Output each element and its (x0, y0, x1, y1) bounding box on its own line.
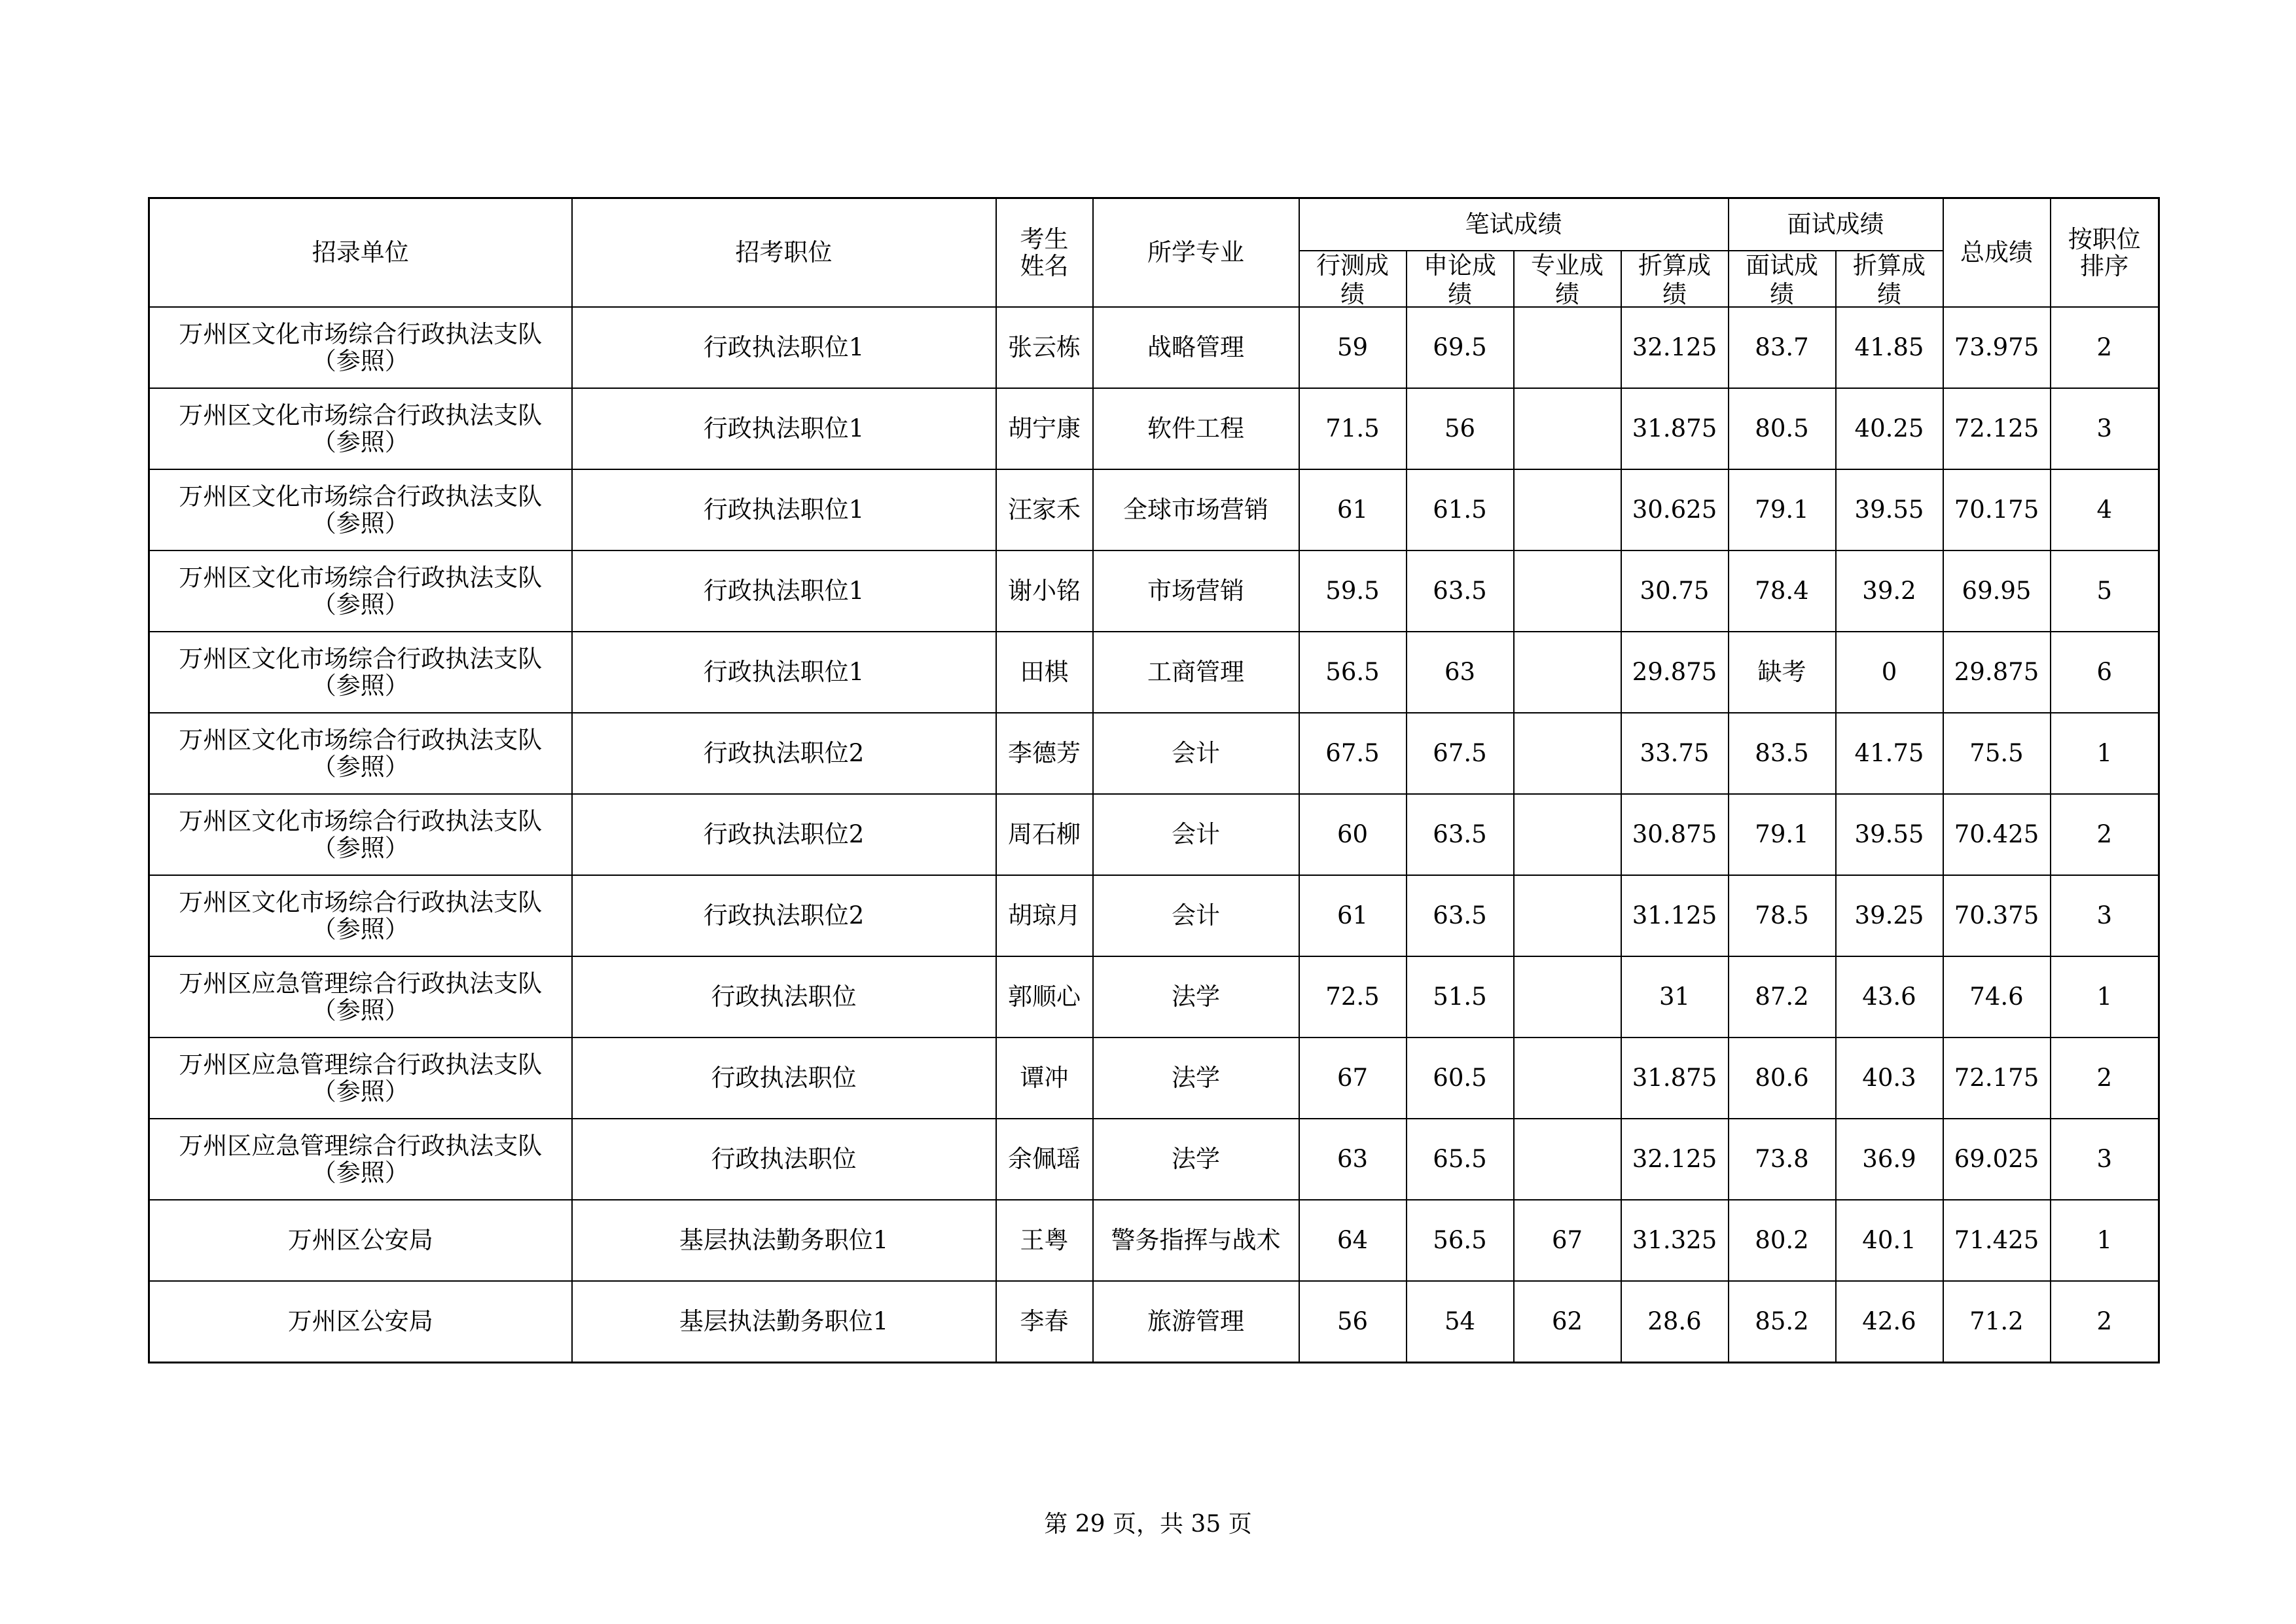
cell-major: 法学 (1093, 1119, 1299, 1200)
header-xingce: 行测成 绩 (1299, 251, 1407, 307)
cell-rank: 3 (2051, 875, 2159, 956)
cell-xingce: 63 (1299, 1119, 1407, 1200)
cell-xingce: 71.5 (1299, 388, 1407, 469)
cell-name: 谢小铭 (996, 550, 1093, 632)
cell-unit: 万州区文化市场综合行政执法支队 （参照） (149, 794, 572, 875)
cell-written-scaled: 30.875 (1621, 794, 1729, 875)
cell-xingce: 61 (1299, 875, 1407, 956)
cell-major: 警务指挥与战术 (1093, 1200, 1299, 1281)
header-shenlun: 申论成 绩 (1407, 251, 1514, 307)
cell-xingce: 59.5 (1299, 550, 1407, 632)
cell-interview-scaled: 39.55 (1836, 469, 1943, 550)
header-zhuanye: 专业成 绩 (1514, 251, 1621, 307)
cell-total: 70.175 (1943, 469, 2051, 550)
cell-shenlun: 56.5 (1407, 1200, 1514, 1281)
cell-zhuanye (1514, 307, 1621, 388)
cell-position: 行政执法职位2 (572, 713, 996, 794)
cell-major: 软件工程 (1093, 388, 1299, 469)
cell-name: 郭顺心 (996, 956, 1093, 1038)
cell-written-scaled: 31.125 (1621, 875, 1729, 956)
header-name: 考生 姓名 (996, 198, 1093, 308)
table-row (149, 713, 2159, 794)
cell-total: 70.425 (1943, 794, 2051, 875)
cell-name: 王粤 (996, 1200, 1093, 1281)
cell-total: 74.6 (1943, 956, 2051, 1038)
cell-xingce: 61 (1299, 469, 1407, 550)
cell-zhuanye (1514, 469, 1621, 550)
cell-interview-scaled: 40.25 (1836, 388, 1943, 469)
cell-shenlun: 67.5 (1407, 713, 1514, 794)
cell-major: 会计 (1093, 875, 1299, 956)
cell-shenlun: 63.5 (1407, 550, 1514, 632)
cell-written-scaled: 31.875 (1621, 388, 1729, 469)
cell-rank: 1 (2051, 713, 2159, 794)
cell-unit: 万州区文化市场综合行政执法支队 （参照） (149, 388, 572, 469)
cell-written-scaled: 29.875 (1621, 632, 1729, 713)
cell-xingce: 72.5 (1299, 956, 1407, 1038)
cell-shenlun: 54 (1407, 1281, 1514, 1362)
cell-unit: 万州区公安局 (149, 1200, 572, 1281)
header-interview-scaled: 折算成 绩 (1836, 251, 1943, 307)
cell-major: 旅游管理 (1093, 1281, 1299, 1362)
cell-major: 战略管理 (1093, 307, 1299, 388)
cell-position: 行政执法职位2 (572, 794, 996, 875)
cell-written-scaled: 31.325 (1621, 1200, 1729, 1281)
cell-major: 市场营销 (1093, 550, 1299, 632)
cell-rank: 4 (2051, 469, 2159, 550)
cell-interview-scaled: 0 (1836, 632, 1943, 713)
cell-major: 全球市场营销 (1093, 469, 1299, 550)
table-row (149, 550, 2159, 632)
cell-zhuanye (1514, 388, 1621, 469)
cell-zhuanye: 62 (1514, 1281, 1621, 1362)
cell-xingce: 64 (1299, 1200, 1407, 1281)
cell-written-scaled: 33.75 (1621, 713, 1729, 794)
cell-name: 谭冲 (996, 1038, 1093, 1119)
cell-position: 行政执法职位1 (572, 469, 996, 550)
header-interview-score: 面试成 绩 (1729, 251, 1836, 307)
cell-major: 法学 (1093, 1038, 1299, 1119)
cell-written-scaled: 31.875 (1621, 1038, 1729, 1119)
cell-interview-score: 83.7 (1729, 307, 1836, 388)
cell-unit: 万州区应急管理综合行政执法支队 （参照） (149, 956, 572, 1038)
cell-interview-score: 73.8 (1729, 1119, 1836, 1200)
cell-unit: 万州区文化市场综合行政执法支队 （参照） (149, 632, 572, 713)
cell-position: 行政执法职位1 (572, 550, 996, 632)
cell-interview-score: 80.5 (1729, 388, 1836, 469)
cell-shenlun: 56 (1407, 388, 1514, 469)
cell-zhuanye: 67 (1514, 1200, 1621, 1281)
cell-total: 71.2 (1943, 1281, 2051, 1362)
cell-shenlun: 51.5 (1407, 956, 1514, 1038)
cell-major: 工商管理 (1093, 632, 1299, 713)
table-row (149, 1119, 2159, 1200)
cell-zhuanye (1514, 1119, 1621, 1200)
cell-name: 胡琼月 (996, 875, 1093, 956)
cell-interview-scaled: 39.25 (1836, 875, 1943, 956)
cell-interview-score: 78.5 (1729, 875, 1836, 956)
cell-xingce: 59 (1299, 307, 1407, 388)
cell-name: 余佩瑶 (996, 1119, 1093, 1200)
header-rank: 按职位 排序 (2051, 198, 2159, 308)
cell-xingce: 67 (1299, 1038, 1407, 1119)
table-row (149, 956, 2159, 1038)
cell-zhuanye (1514, 875, 1621, 956)
table-row (149, 794, 2159, 875)
cell-name: 胡宁康 (996, 388, 1093, 469)
cell-total: 70.375 (1943, 875, 2051, 956)
cell-name: 汪家禾 (996, 469, 1093, 550)
table-row (149, 469, 2159, 550)
header-written-group: 笔试成绩 (1299, 198, 1729, 251)
cell-interview-scaled: 40.3 (1836, 1038, 1943, 1119)
cell-position: 基层执法勤务职位1 (572, 1200, 996, 1281)
cell-written-scaled: 32.125 (1621, 307, 1729, 388)
cell-position: 行政执法职位2 (572, 875, 996, 956)
cell-interview-score: 80.6 (1729, 1038, 1836, 1119)
cell-xingce: 67.5 (1299, 713, 1407, 794)
cell-xingce: 56 (1299, 1281, 1407, 1362)
cell-total: 75.5 (1943, 713, 2051, 794)
cell-rank: 5 (2051, 550, 2159, 632)
page-footer: 第 29 页，共 35 页 (1044, 1511, 1252, 1538)
cell-unit: 万州区文化市场综合行政执法支队 （参照） (149, 550, 572, 632)
cell-shenlun: 69.5 (1407, 307, 1514, 388)
cell-unit: 万州区应急管理综合行政执法支队 （参照） (149, 1038, 572, 1119)
cell-interview-scaled: 36.9 (1836, 1119, 1943, 1200)
cell-interview-scaled: 42.6 (1836, 1281, 1943, 1362)
cell-zhuanye (1514, 1038, 1621, 1119)
cell-rank: 2 (2051, 794, 2159, 875)
cell-rank: 1 (2051, 956, 2159, 1038)
cell-shenlun: 61.5 (1407, 469, 1514, 550)
table-row (149, 1281, 2159, 1362)
cell-position: 行政执法职位1 (572, 388, 996, 469)
cell-position: 基层执法勤务职位1 (572, 1281, 996, 1362)
cell-shenlun: 65.5 (1407, 1119, 1514, 1200)
cell-major: 法学 (1093, 956, 1299, 1038)
cell-written-scaled: 31 (1621, 956, 1729, 1038)
cell-interview-scaled: 39.55 (1836, 794, 1943, 875)
table-row (149, 388, 2159, 469)
cell-interview-scaled: 40.1 (1836, 1200, 1943, 1281)
header-interview-group: 面试成绩 (1729, 198, 1943, 251)
cell-interview-score: 83.5 (1729, 713, 1836, 794)
cell-unit: 万州区公安局 (149, 1281, 572, 1362)
cell-total: 72.125 (1943, 388, 2051, 469)
cell-xingce: 60 (1299, 794, 1407, 875)
cell-interview-score: 79.1 (1729, 794, 1836, 875)
cell-interview-score: 78.4 (1729, 550, 1836, 632)
cell-interview-score: 85.2 (1729, 1281, 1836, 1362)
cell-interview-scaled: 41.75 (1836, 713, 1943, 794)
cell-interview-scaled: 39.2 (1836, 550, 1943, 632)
cell-position: 行政执法职位1 (572, 632, 996, 713)
header-major: 所学专业 (1093, 198, 1299, 308)
cell-major: 会计 (1093, 713, 1299, 794)
cell-rank: 2 (2051, 1038, 2159, 1119)
cell-written-scaled: 28.6 (1621, 1281, 1729, 1362)
table-row (149, 307, 2159, 388)
table-body (149, 307, 2159, 1362)
header-unit: 招录单位 (149, 198, 572, 308)
header-position: 招考职位 (572, 198, 996, 308)
score-table (148, 197, 2160, 1363)
table-row (149, 1038, 2159, 1119)
cell-written-scaled: 30.75 (1621, 550, 1729, 632)
cell-rank: 2 (2051, 1281, 2159, 1362)
header-written-scaled: 折算成 绩 (1621, 251, 1729, 307)
cell-shenlun: 63 (1407, 632, 1514, 713)
cell-rank: 1 (2051, 1200, 2159, 1281)
cell-unit: 万州区应急管理综合行政执法支队 （参照） (149, 1119, 572, 1200)
table-row (149, 632, 2159, 713)
cell-position: 行政执法职位 (572, 956, 996, 1038)
cell-unit: 万州区文化市场综合行政执法支队 （参照） (149, 469, 572, 550)
table-row (149, 1200, 2159, 1281)
cell-xingce: 56.5 (1299, 632, 1407, 713)
cell-total: 69.95 (1943, 550, 2051, 632)
cell-rank: 6 (2051, 632, 2159, 713)
cell-written-scaled: 30.625 (1621, 469, 1729, 550)
header-total: 总成绩 (1943, 198, 2051, 308)
cell-zhuanye (1514, 550, 1621, 632)
cell-name: 周石柳 (996, 794, 1093, 875)
cell-written-scaled: 32.125 (1621, 1119, 1729, 1200)
cell-total: 73.975 (1943, 307, 2051, 388)
cell-zhuanye (1514, 956, 1621, 1038)
cell-rank: 3 (2051, 1119, 2159, 1200)
cell-total: 71.425 (1943, 1200, 2051, 1281)
cell-shenlun: 63.5 (1407, 875, 1514, 956)
cell-unit: 万州区文化市场综合行政执法支队 （参照） (149, 713, 572, 794)
cell-interview-score: 80.2 (1729, 1200, 1836, 1281)
cell-zhuanye (1514, 713, 1621, 794)
table-row (149, 875, 2159, 956)
cell-interview-score: 87.2 (1729, 956, 1836, 1038)
cell-name: 张云栋 (996, 307, 1093, 388)
cell-unit: 万州区文化市场综合行政执法支队 （参照） (149, 875, 572, 956)
cell-name: 李德芳 (996, 713, 1093, 794)
cell-position: 行政执法职位1 (572, 307, 996, 388)
cell-total: 29.875 (1943, 632, 2051, 713)
cell-interview-score: 79.1 (1729, 469, 1836, 550)
cell-interview-scaled: 43.6 (1836, 956, 1943, 1038)
cell-rank: 3 (2051, 388, 2159, 469)
cell-name: 李春 (996, 1281, 1093, 1362)
cell-major: 会计 (1093, 794, 1299, 875)
cell-rank: 2 (2051, 307, 2159, 388)
cell-position: 行政执法职位 (572, 1119, 996, 1200)
cell-total: 72.175 (1943, 1038, 2051, 1119)
cell-position: 行政执法职位 (572, 1038, 996, 1119)
cell-total: 69.025 (1943, 1119, 2051, 1200)
cell-zhuanye (1514, 794, 1621, 875)
cell-interview-scaled: 41.85 (1836, 307, 1943, 388)
cell-shenlun: 63.5 (1407, 794, 1514, 875)
cell-unit: 万州区文化市场综合行政执法支队 （参照） (149, 307, 572, 388)
cell-name: 田棋 (996, 632, 1093, 713)
cell-shenlun: 60.5 (1407, 1038, 1514, 1119)
cell-zhuanye (1514, 632, 1621, 713)
cell-interview-score: 缺考 (1729, 632, 1836, 713)
